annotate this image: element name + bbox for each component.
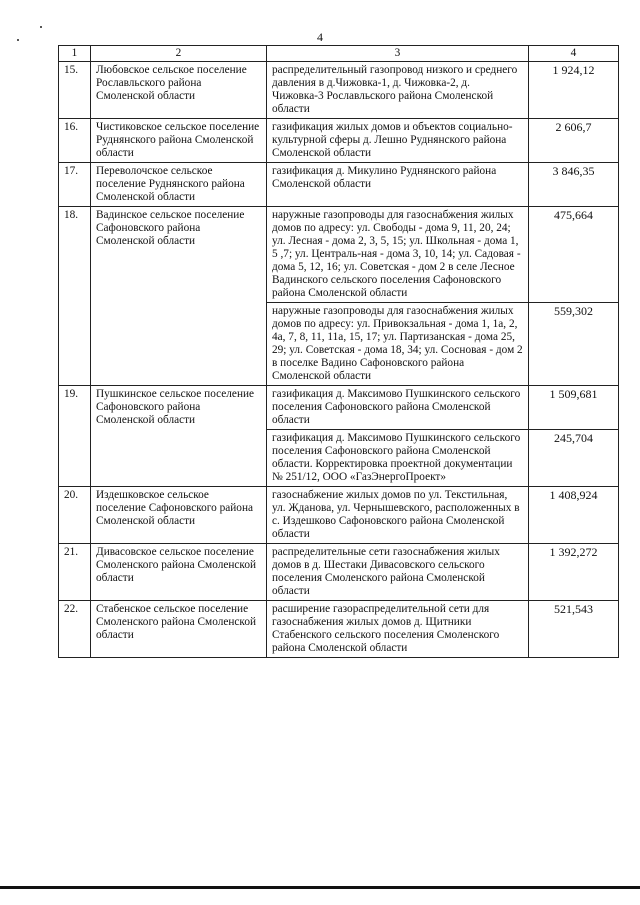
amount: 475,664 (529, 207, 619, 303)
row-number: 19. (59, 386, 91, 487)
project-description: наружные газопроводы для газоснабжения жилых домов по адресу: ул. Свободы - дома 9, 11, 20, 24; ул. Лесная - дома 2, 3, 5, 15; ул. Школьная - дома 1, 5 ,7; ул. Централь-ная - дома 3, 10, 14; ул. Садовая - дома 5, 12, 16; ул. Советская - дом 2 в селе Лесное Вадинского сельского поселения Сафоновского района Смоленской области (267, 207, 529, 303)
column-header: 2 (91, 46, 267, 62)
amount: 2 606,7 (529, 119, 619, 163)
table-row (59, 163, 619, 207)
column-header: 1 (59, 46, 91, 62)
amount: 559,302 (529, 303, 619, 386)
settlement-name: Переволочское сельское поселение Руднянского района Смоленской области (91, 163, 267, 207)
row-number: 17. (59, 163, 91, 207)
settlement-name: Вадинское сельское поселение Сафоновского района Смоленской области (91, 207, 267, 386)
amount: 1 924,12 (529, 62, 619, 119)
table-row (59, 207, 619, 303)
project-description: газификация д. Микулино Руднянского района Смоленской области (267, 163, 529, 207)
amount: 3 846,35 (529, 163, 619, 207)
table-row (59, 119, 619, 163)
page-number: 4 (317, 30, 323, 44)
amount: 521,543 (529, 601, 619, 658)
table-header-row (59, 46, 619, 62)
amount: 1 509,681 (529, 386, 619, 430)
table-row (59, 62, 619, 119)
amount: 1 392,272 (529, 544, 619, 601)
project-description: распределительные сети газоснабжения жилых домов в д. Шестаки Дивасовского сельского поселения Смоленского района Смоленской области (267, 544, 529, 601)
table-row (59, 601, 619, 658)
project-description: газификация д. Максимово Пушкинского сельского поселения Сафоновского района Смоленской области (267, 386, 529, 430)
amount: 1 408,924 (529, 487, 619, 544)
project-description: газификация жилых домов и объектов социально-культурной сферы д. Лешно Руднянского района Смоленской области (267, 119, 529, 163)
row-number: 18. (59, 207, 91, 386)
bottom-rule (0, 886, 640, 889)
settlement-name: Стабенское сельское поселение Смоленского района Смоленской области (91, 601, 267, 658)
row-number: 21. (59, 544, 91, 601)
table-row (59, 386, 619, 430)
project-description: газификация д. Максимово Пушкинского сельского поселения Сафоновского района Смоленской области. Корректировка проектной документации № 251/12, ООО «ГазЭнергоПроект» (267, 430, 529, 487)
settlement-name: Любовское сельское поселение Рославльского района Смоленской области (91, 62, 267, 119)
project-description: распределительный газопровод низкого и среднего давления в д.Чижовка-1, д. Чижовка-2, д. Чижовка-3 Рославльского района Смоленской области (267, 62, 529, 119)
row-number: 22. (59, 601, 91, 658)
settlement-name: Издешковское сельское поселение Сафоновского района Смоленской области (91, 487, 267, 544)
row-number: 20. (59, 487, 91, 544)
amount: 245,704 (529, 430, 619, 487)
table-row (59, 487, 619, 544)
table-row (59, 544, 619, 601)
gasification-table (58, 45, 619, 658)
row-number: 16. (59, 119, 91, 163)
project-description: расширение газораспределительной сети для газоснабжения жилых домов д. Щитники Стабенского сельского поселения Смоленского района Смоленской области (267, 601, 529, 658)
settlement-name: Чистиковское сельское поселение Руднянского района Смоленской области (91, 119, 267, 163)
settlement-name: Дивасовское сельское поселение Смоленского района Смоленской области (91, 544, 267, 601)
project-description: газоснабжение жилых домов по ул. Текстильная, ул. Жданова, ул. Чернышевского, расположенных в с. Издешково Сафоновского района Смоленской области (267, 487, 529, 544)
scan-speck (40, 26, 42, 28)
column-header: 4 (529, 46, 619, 62)
column-header: 3 (267, 46, 529, 62)
project-description: наружные газопроводы для газоснабжения жилых домов по адресу: ул. Привокзальная - дома 1, 1а, 2, 4а, 7, 8, 11, 11а, 15, 17; ул. Партизанская - дома 25, 29; ул. Советская - дома 18, 34; ул. Сосновая - дом 2 в поселке Вадино Сафоновского района Смоленской области (267, 303, 529, 386)
table-body (59, 62, 619, 658)
row-number: 15. (59, 62, 91, 119)
settlement-name: Пушкинское сельское поселение Сафоновского района Смоленской области (91, 386, 267, 487)
